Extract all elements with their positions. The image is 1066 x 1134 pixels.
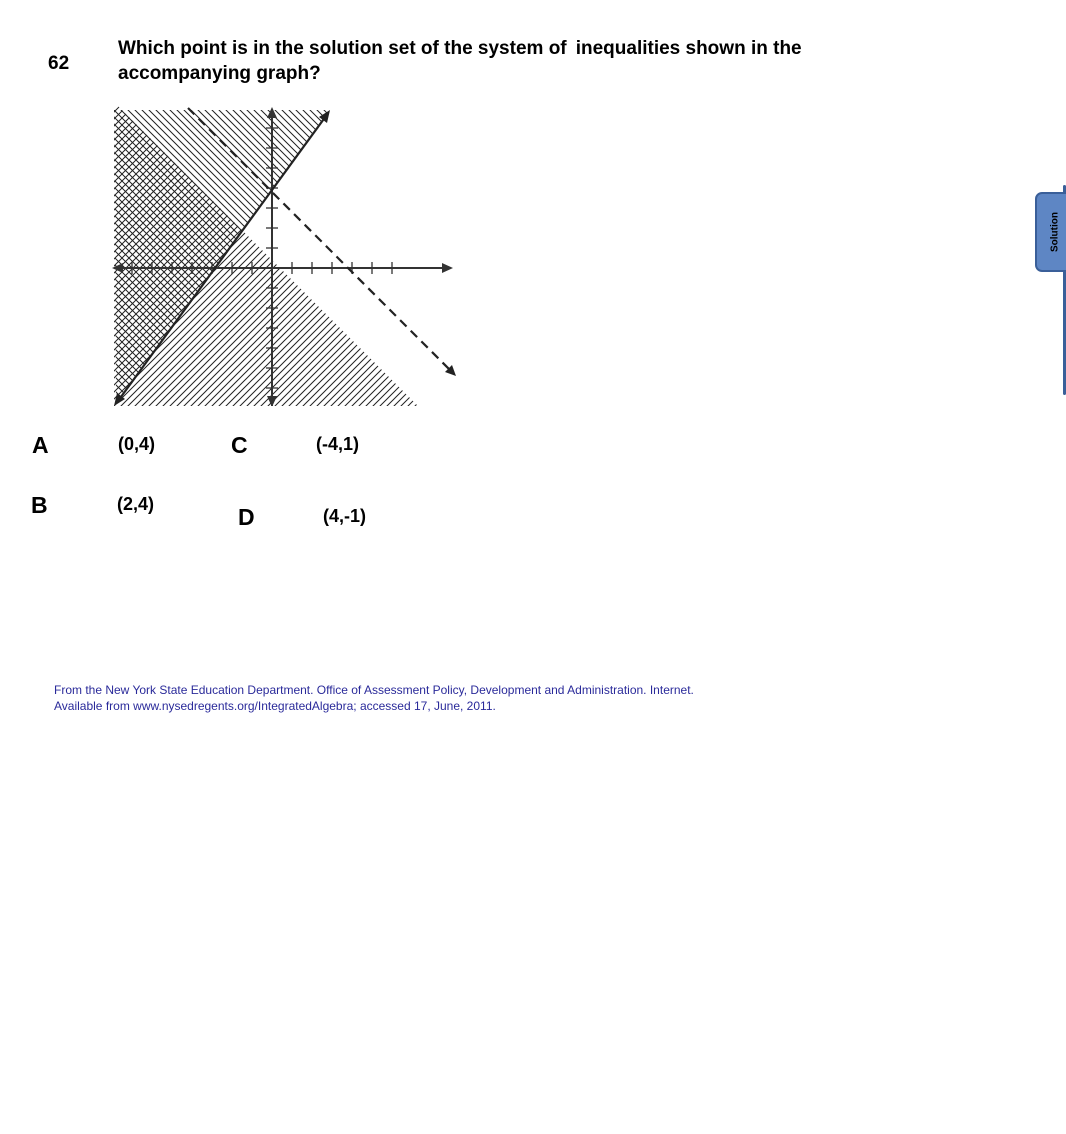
- choice-c-value[interactable]: (-4,1): [316, 434, 360, 454]
- choice-c-letter[interactable]: C: [231, 432, 248, 458]
- question-text: Which point is in the solution set of the system of inequalities shown in the accompanying graph?: [118, 38, 802, 84]
- choice-a-letter[interactable]: A: [32, 432, 49, 458]
- choice-b-value[interactable]: (2,4): [117, 494, 155, 514]
- choice-b-letter[interactable]: B: [31, 492, 48, 518]
- question-number: 62: [48, 53, 70, 74]
- choice-d-value[interactable]: (4,-1): [323, 506, 367, 526]
- x-axis-right-arrow: [442, 263, 453, 273]
- solution-tab-label: Solution: [1049, 212, 1061, 252]
- choice-d-letter[interactable]: D: [238, 504, 255, 530]
- solution-tab[interactable]: [1035, 192, 1066, 272]
- inequality-graph: [108, 104, 458, 406]
- source-citation: From the New York State Education Department. Office of Assessment Policy, Development and Administration. Internet. Available from www.nysedregents.org/IntegratedAlgebra; accessed 17, June, 2011.: [54, 683, 694, 713]
- choice-a-value[interactable]: (0,4): [118, 434, 156, 454]
